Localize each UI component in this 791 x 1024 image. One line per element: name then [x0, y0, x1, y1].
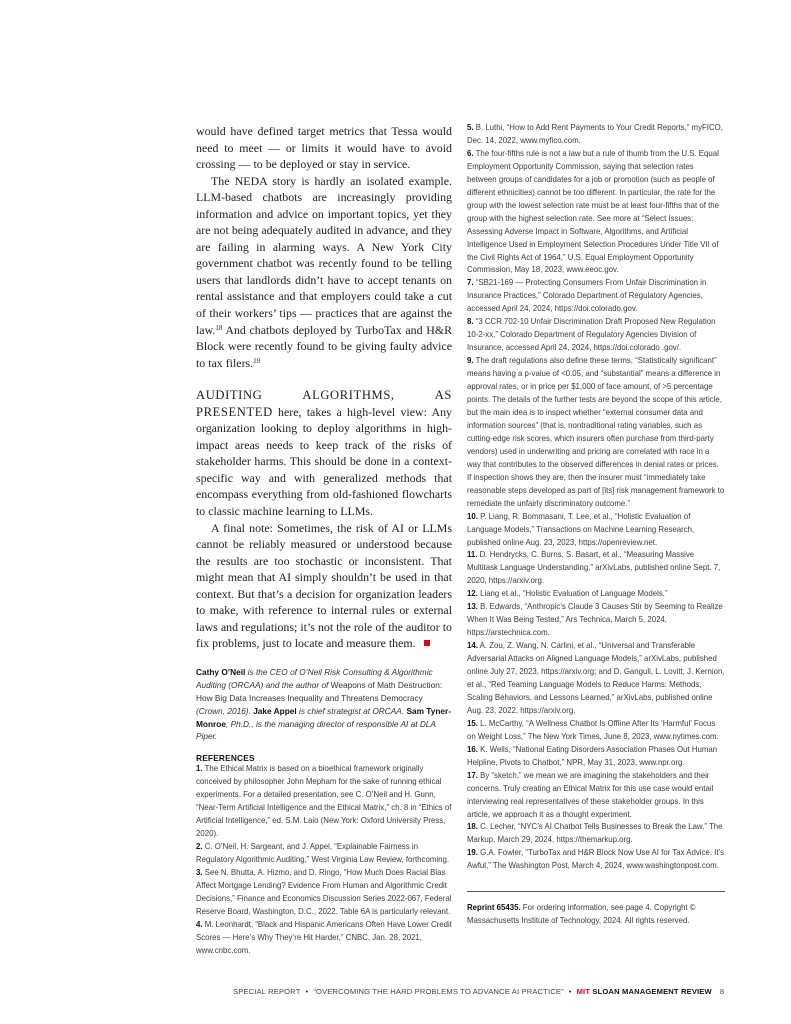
references-list-right — [467, 122, 725, 873]
reference-item: 19. G.A. Fowler, “TurboTax and H&R Block Now Use AI for Tax Advice. It’s Awful,” The Washington Post, March 4, 2024, www.washingtonpost.com. — [467, 848, 725, 871]
article-paragraph: A final note: Sometimes, the risk of AI or LLMs cannot be reliably measured or understood because the results are too stochastic or inconsistent. That might mean that AI simply shouldn’t be used in that context. But that’s a decision for organization leaders to make, with reference to internal rules or external laws and regulations; it’s not the role of the auditor to fix problems, just to locate and measure them. — [196, 520, 452, 651]
article-paragraph: would have defined target metrics that Tessa would need to meet — or limits it would have to avoid crossing — to be deployed or stay in service. — [196, 124, 452, 172]
page-number: 8 — [719, 987, 725, 996]
end-of-article-mark-icon — [424, 640, 430, 646]
reference-item: 3. See N. Bhutta, A. Hizmo, and D. Ringo, “How Much Does Racial Bias Affect Mortgage Lending? Evidence From Human and Algorithmic Credit Decisions,” Finance and Economics Discussion Series 2022-067, Federal Reserve Board, Washington, D.C., 2022. Table 6A is particularly relevant. — [196, 868, 452, 916]
reference-item: 4. M. Leonhardt, “Black and Hispanic Americans Often Have Lower Credit Scores — Here’s Why They’re Hit Harder,” CNBC, Jan. 28, 2021, www.cnbc.com. — [196, 919, 452, 955]
reference-item: 18. C. Lecher, “NYC’s AI Chatbot Tells Businesses to Break the Law,” The Markup, March 29, 2024, https://themarkup.org. — [467, 822, 723, 845]
reference-item: 8. “3 CCR 702-10 Unfair Discrimination Draft Proposed New Regulation 10-2-xx,” Colorado Department of Regulatory Agencies Division of Insurance, accessed April 24, 2024, https://doi.colorado .gov/. — [467, 317, 716, 353]
author-name: Cathy O’Neil — [196, 666, 246, 677]
footnote-ref[interactable]: 18 — [215, 323, 223, 332]
footnote-ref[interactable]: 19 — [253, 356, 261, 365]
reprint-label: Reprint 65435. — [467, 903, 521, 913]
bullet-icon: • — [568, 987, 572, 996]
author-name: Jake Appel — [253, 705, 297, 716]
page-footer — [233, 987, 743, 996]
reference-item: 13. B. Edwards, “Anthropic’s Claude 3 Causes Stir by Seeming to Realize When It Was Being Tested,” Ars Technica, March 5, 2024, https://arstechnica.com. — [467, 602, 723, 638]
right-column — [467, 122, 725, 927]
reference-item: 5. B. Luthi, “How to Add Rent Payments to Your Credit Reports,” myFICO, Dec. 14, 2022, www.myfico.com. — [467, 123, 723, 145]
footer-brand-mit: MIT — [576, 987, 591, 996]
section-lead-in: AUDITING ALGORITHMS, AS PRESENTED — [196, 388, 452, 419]
reference-item: 12. Liang et al., “Holistic Evaluation of Language Models.” — [467, 589, 668, 599]
author-name: Sam Tyner-Monroe — [196, 705, 452, 729]
author-bio: Cathy O’Neil is the CEO of O’Neil Risk Consulting & Algorithmic Auditing (ORCAA) and the author of Weapons of Math Destruction: How Big Data Increases Inequality and Threatens Democracy (Crown, 2016). Jake Appel is chief strategist at ORCAA. Sam Tyner-Monroe, Ph.D., is the managing director of responsible AI at DLA Piper. — [196, 666, 452, 742]
reference-item: 2. C. O’Neil, H. Sargeant, and J. Appel, “Explainable Fairness in Regulatory Algorithmic Auditing,” West Virginia Law Review, forthcoming. — [196, 842, 450, 865]
article-paragraph: AUDITING ALGORITHMS, AS PRESENTED here, takes a high-level view: Any organization looking to deploy algorithms in high-impact areas needs to keep track of the risks of stakeholder harms. This should be done in a context-specific way and with generalized methods that encompass everything from old-fashioned flowcharts to classic machine learning to LLMs. — [196, 388, 452, 519]
bullet-icon: • — [305, 987, 309, 996]
article-body — [196, 123, 452, 652]
left-column — [196, 123, 452, 958]
reference-item: 6. The four-fifths rule is not a law but a rule of thumb from the U.S. Equal Employment Opportunity Commission, saying that selection rates between groups of candidates for a job or promotion (such as people of different ethnicities) cannot be too different. In particular, the rate for the group with the lowest selection rate must be at least four-fifths that of the group with the highest selection rate. See more at “Select Issues: Assessing Adverse Impact in Software, Algorithms, and Artificial Intelligence Used in Employment Selection Procedures Under Title VII of the Civil Rights Act of 1964,” U.S. Equal Employment Opportunity Commission, May 18, 2023, www.eeoc.gov. — [467, 148, 720, 275]
footer-report-title: “OVERCOMING THE HARD PROBLEMS TO ADVANCE AI PRACTICE” — [313, 987, 564, 996]
reference-item: 11. D. Hendrycks, C. Burns, S. Basart, et al., “Measuring Massive Multitask Language Understanding,” arXivLabs, published online Sept. 7, 2020, https://arxiv.org. — [467, 550, 721, 586]
reprint-notice: Reprint 65435. For ordering information, see page 4. Copyright © Massachusetts Institute of Technology, 2024. All rights reserved. — [467, 903, 696, 925]
book-title: Weapons of Math Destruction: How Big Data Increases Inequality and Threatens Democracy — [196, 679, 443, 703]
reference-item: 9. The draft regulations also define these terms. “Statistically significant” means having a p-value of <0.05, and “substantial” means a difference in approval rates, or in price per $1,000 of face amount, of >5 percentage points. The details of the further tests are beyond the scope of this article, but the main idea is to inspect whether “external consumer data and information sources” (that is, nontraditional rating variables, such as cutting-edge risk scores, which insurers often purchase from third-party vendors) used in underwriting and pricing are correlated with race in a way that contributes to the observed differences in denial rates or prices. If inspection shows they are, then the insurer must “immediately take reasonable steps developed as part of [its] risk management framework to remediate the unfairly discriminatory outcome.” — [467, 356, 725, 508]
references-heading: REFERENCES — [196, 753, 255, 764]
footer-brand-magazine: SLOAN MANAGEMENT REVIEW — [592, 987, 712, 996]
reprint-divider — [467, 891, 725, 892]
reference-item: 14. A. Zou, Z. Wang, N. Carlini, et al., “Universal and Transferable Adversarial Attacks on Aligned Language Models,” arXivLabs, published online July 27, 2023, https://arxiv.org; and D. Ganguli, L. Lovitt, J. Kernion, et al., “Red Teaming Language Models to Reduce Harms: Methods, Scaling Behaviors, and Lessons Learned,” arXivLabs, published online Aug. 23, 2022, https://arxiv.org. — [467, 641, 725, 715]
reference-item: 10. P. Liang, R. Bommasani, T. Lee, et al., “Holistic Evaluation of Language Models,” Transactions on Machine Learning Research, published online Aug. 23, 2023, https://openreview.net. — [467, 511, 695, 547]
article-paragraph: The NEDA story is hardly an isolated example. LLM-based chatbots are increasingly providing information and advice on important topics, yet they are not being adequately audited in advance, and they are failing in alarming ways. A New York City government chatbot was recently found to be telling users that landlords didn’t have to accept tenants on rental assistance and that employers could take a cut of their workers’ tips — practices that are against the law.$^{18}$ And chatbots deployed by TurboTax and H&R Block were recently found to be giving faulty advice to tax filers.$^{19}$ — [196, 173, 452, 370]
references-list-left — [196, 763, 452, 957]
reference-item: 7. “SB21-169 — Protecting Consumers From Unfair Discrimination in Insurance Practices,” Colorado Department of Regulatory Agencies, accessed April 24, 2024, https://doi.colorado.gov. — [467, 278, 707, 314]
reference-item: 1. The Ethical Matrix is based on a bioethical framework originally conceived by philosopher John Mepham for the sake of running ethical experiments. For a detailed presentation, see C. O’Neil and H. Gunn, “Near-Term Artificial Intelligence and the Ethical Matrix,” ch. 8 in “Ethics of Artificial Intelligence,” ed. S.M. Laio (New York: Oxford University Press, 2020). — [196, 764, 452, 839]
footer-section: SPECIAL REPORT — [233, 987, 301, 996]
reference-item: 17. By “sketch,” we mean we are imagining the stakeholders and their concerns. Truly creating an Ethical Matrix for this use case would entail interviewing real representatives of these stakeholder groups. In this article, we approach it as a thought experiment. — [467, 770, 714, 819]
reference-item: 15. L. McCarthy, “A Wellness Chatbot Is Offline After Its ‘Harmful’ Focus on Weight Loss,” The New York Times, June 8, 2023, www.nytimes.com. — [467, 718, 719, 741]
reference-item: 16. K. Wells, “National Eating Disorders Association Phases Out Human Helpline, Pivots to Chatbot,” NPR, May 31, 2023, www.npr.org. — [467, 744, 718, 767]
